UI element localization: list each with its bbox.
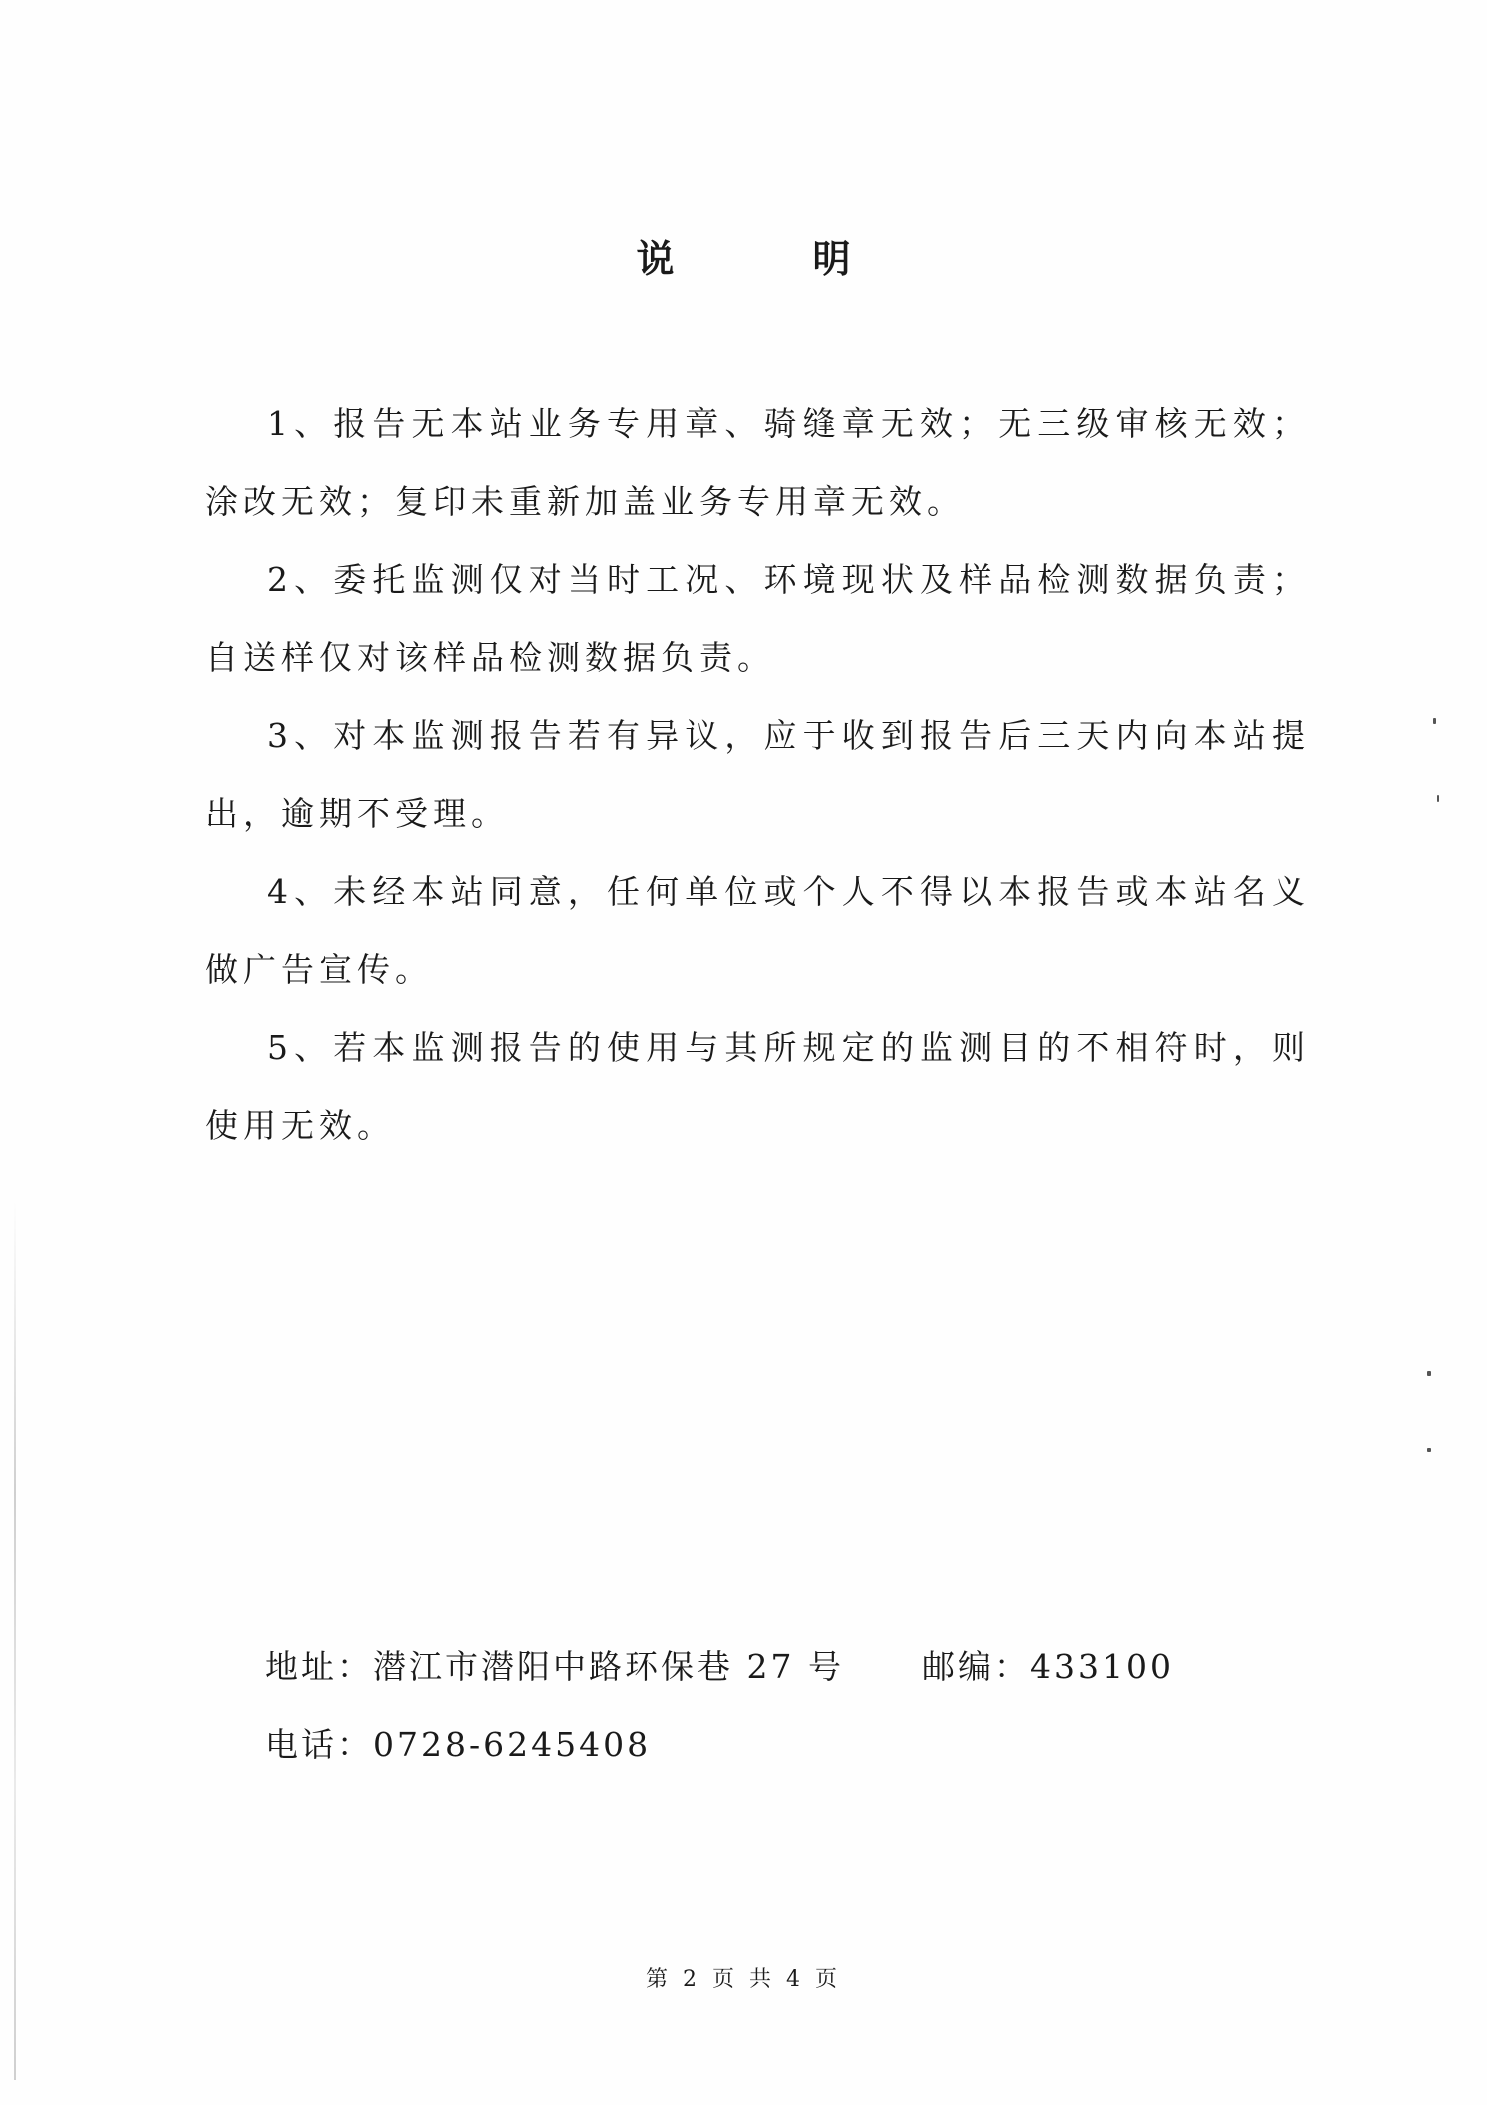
phone-row — [265, 1706, 1174, 1784]
notice-clauses — [205, 385, 1310, 1165]
scan-speck — [1437, 795, 1439, 802]
clause-2: 2、委托监测仅对当时工况、环境现状及样品检测数据负责；自送样仅对该样品检测数据负责。 — [205, 560, 1310, 677]
address: 地址：潜江市潜阳中路环保巷 27 号 — [265, 1647, 844, 1686]
scan-speck — [1433, 718, 1436, 724]
scan-speck — [1427, 1448, 1431, 1452]
clause-5: 5、若本监测报告的使用与其所规定的监测目的不相符时，则使用无效。 — [205, 1028, 1310, 1145]
scan-edge-mark — [14, 1200, 16, 2080]
postcode: 邮编：433100 — [921, 1647, 1174, 1686]
page-number-footer: 第 2 页 共 4 页 — [646, 1967, 841, 1992]
address-row — [265, 1628, 1174, 1706]
clause-4: 4、未经本站同意，任何单位或个人不得以本报告或本站名义做广告宣传。 — [205, 872, 1310, 989]
clause-3: 3、对本监测报告若有异议，应于收到报告后三天内向本站提出，逾期不受理。 — [205, 716, 1310, 833]
clause-1: 1、报告无本站业务专用章、骑缝章无效；无三级审核无效；涂改无效；复印未重新加盖业务专用章无效。 — [205, 404, 1310, 521]
scan-speck — [1427, 1371, 1431, 1376]
contact-block — [265, 1628, 1174, 1784]
page-title: 说 明 — [636, 237, 901, 281]
phone: 电话：0728-6245408 — [265, 1725, 652, 1764]
